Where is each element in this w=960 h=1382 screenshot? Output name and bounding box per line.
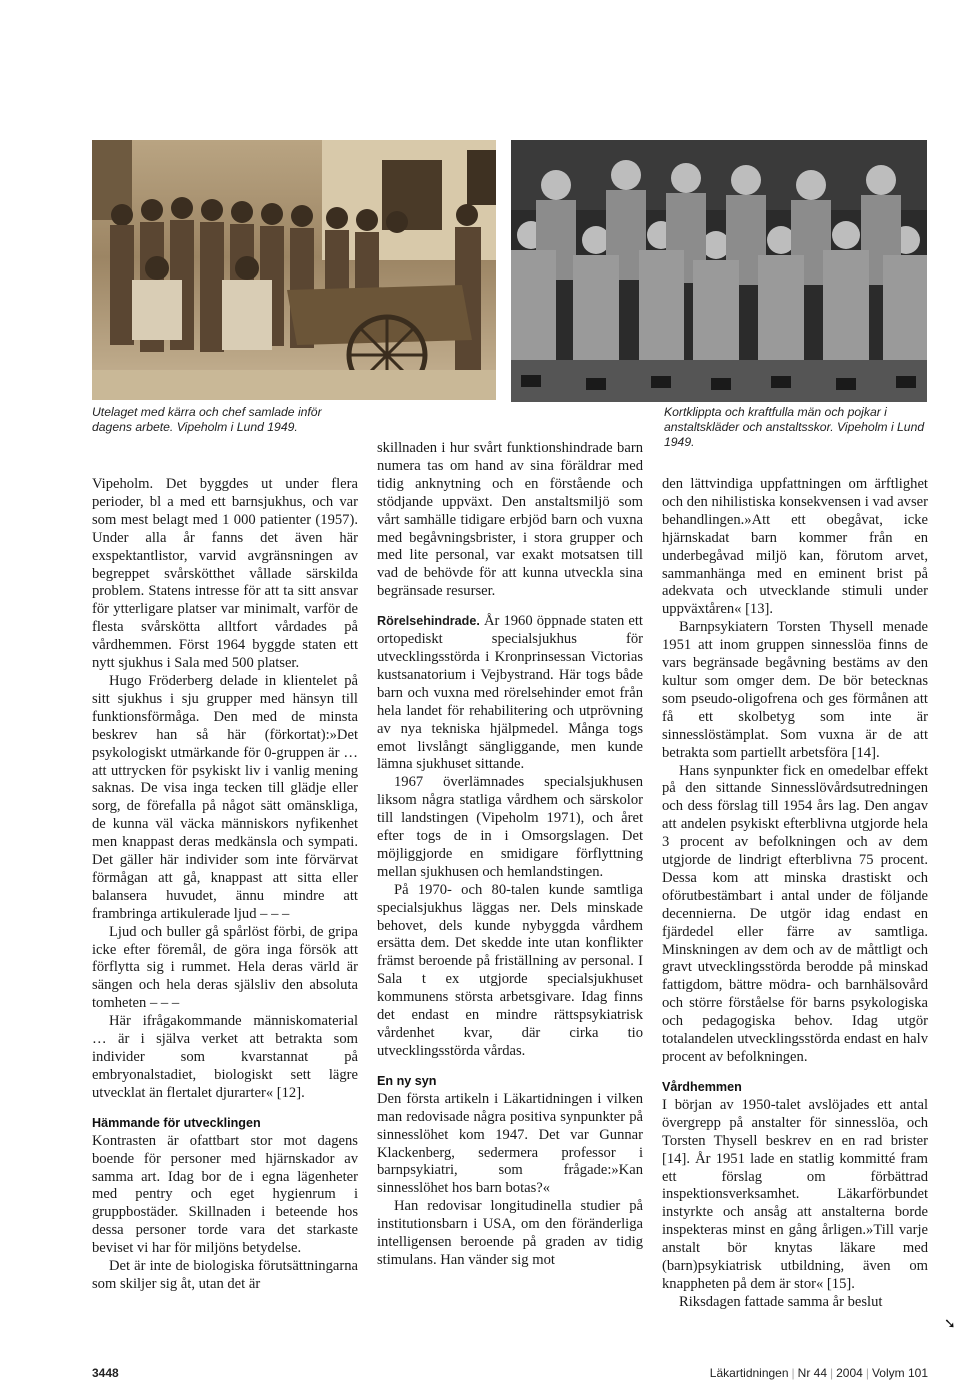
column-2 bbox=[377, 440, 643, 1270]
col2-paragraph: På 1970- och 80-talen kunde samtliga specialsjukhus läggas ner. Dels minskade behovet, dels kunde nybyggda vårdhem ersätta dem. Det skedde inte utan konflikter främst beroende på friställning av personal. I Sala t ex utgjorde specialsjukhuset kommunens största arbetsgivare. Idag finns det endast en mindre rättspsykiatrisk vårdenhet kvar, där cirka tio utvecklingsstörda vårdas. bbox=[377, 881, 643, 1059]
col3-paragraph: den lättvindiga uppfattningen om ärftlighet och den nihilistiska konsekvensen i vad avser behandlingen.»Att ett obegåvat, icke hjärnskadat barn kommer från en underbegåvad miljö kan, förutom arvet, sammanhänga med en eminent brist på adekvata och utvecklande stimuli under uppväxtåren« [13]. bbox=[662, 476, 928, 618]
col3-paragraph: I början av 1950-talet avslöjades ett antal övergrepp på anstalter för sinnesslöa, och Torsten Thysell beskrev en en rad brister [14]. År 1951 lade en statlig kommitté fram ett förslag om förbättrad inspektionsverksamhet. Läkarförbundet instyrkte och ansåg att anstalterna borde inspekteras minst en gång årligen.»Till varje anstalt bör knytas läkare med (barn)psykiatrisk utbildning, även om knappheten på dem är stor« [15]. bbox=[662, 1096, 928, 1292]
journal-issue: Nr 44 bbox=[797, 1366, 827, 1380]
photo-right-image bbox=[511, 140, 927, 402]
col2-paragraph: skillnaden i hur svårt funktionshindrade barn numera tas om hand av sina föräldrar med tidig anknytning och en förstående och stödjande uppväxt. Den anstaltsmiljö som vårt samhälle tidigare erbjöd barn och vuxna med begåvningsbrister, i stora grupper och med lite personal, var exakt motsatsen till vad de behövde för att kunna utveckla sina begränsade resurser. bbox=[377, 440, 643, 600]
photo-left-image bbox=[92, 140, 496, 400]
col3-paragraph: Hans synpunkter fick en omedelbar effekt på den sittande Sinnesslövårdsutredningen och dess förslag till 1954 års lag. Den angav att andelen psykiskt efterblivna utgjorde hela 3 procent av befolkningen och av dem utgjorde de lindrigt efterblivna 75 procent. Dessa kom att minska drastiskt och oförutbestämbart i antal under de följande decennierna. De utgör idag endast en fjärdedel eller färre av samtliga. Minskningen av dem och av de måttligt och gravt utvecklingsstörda berodde på minskad fattigdom, bättre mödra- och barnhälsovård och större förståelse för barns psykologiska och pedagogiska behov. Idag utgör totalandelen utvecklingsstörda endast en halv procent av befolkningen. bbox=[662, 762, 928, 1065]
col2-paragraph bbox=[377, 613, 643, 774]
photo-right-caption: Kortklippta och kraftfulla män och pojkar i anstaltskläder och anstaltsskor. Vipeholm i Lund 1949. bbox=[664, 405, 925, 449]
column-1 bbox=[92, 476, 358, 1294]
col2-run-in-heading: Rörelsehindrade. bbox=[377, 614, 480, 629]
footer-separator: | bbox=[791, 1366, 795, 1380]
col2-paragraph: Den första artikeln i Läkartidningen i vilken man redovisade några positiva synpunkter på sinnesslöhet kom 1947. Det var Gunnar Klackenberg, sedermera professor i barnpsykiatri, som frågade:»Kan sinnesslöhet hos barn botas?« bbox=[377, 1090, 643, 1197]
journal-name: Läkartidningen bbox=[709, 1366, 789, 1380]
col3-heading: Vårdhemmen bbox=[662, 1079, 742, 1094]
journal-year: 2004 bbox=[836, 1366, 863, 1380]
photo-left bbox=[92, 140, 496, 400]
continue-arrow-icon: ➘ bbox=[944, 1316, 956, 1332]
footer-separator: | bbox=[830, 1366, 834, 1380]
col1-paragraph: Vipeholm. Det byggdes ut under flera perioder, bl a med ett barnsjukhus, och var som mest belagt med 1 000 patienter (1957). Under alla år fanns det även här exspektantlistor, varvid avgränsningen av begreppet svårskötthet vållade särskilda problem. Statens intresse för att ta sitt ansvar för ytterligare platser var minimalt, varför de flesta svårskötta alltfort vårdades på vårdhemmen. Först 1964 byggde staten ett nytt sjukhus i Sala med 500 platser. bbox=[92, 476, 358, 672]
col1-heading: Hämmande för utvecklingen bbox=[92, 1115, 261, 1130]
col2-paragraph-text: År 1960 öppnade staten ett ortopediskt specialsjukhus för utvecklingsstörda i Kronprinsessan Victorias kustsanatorium i Vejbystrand. Här togs både barn och vuxna med rörelsehinder emot från hela landet för rehabilitering och utprövning av nya tekniska hjälpmedel. Många togs emot livslångt sängliggande, men kunde lämna sjukhuset sittande. bbox=[377, 613, 643, 773]
photo-right bbox=[511, 140, 927, 402]
col1-paragraph: Här ifrågakommande människomaterial … är i själva verket att betrakta som individer som kvarstannat på embryonalstadiet, biologiskt sett lägre utvecklat än flertalet djurarter« [12]. bbox=[92, 1013, 358, 1101]
journal-footer bbox=[710, 1366, 928, 1380]
footer-separator: | bbox=[865, 1366, 869, 1380]
page-number: 3448 bbox=[92, 1366, 119, 1380]
col2-heading: En ny syn bbox=[377, 1073, 437, 1088]
col2-paragraph: 1967 överlämnades specialsjukhusen liksom några statliga vårdhem och särskolor till landstingen (Vipeholm 1971), och året efter togs de in i Omsorgslagen. Det möjliggjorde en smidigare förflyttning mellan sjukhusen och hemlandstingen. bbox=[377, 774, 643, 880]
col1-paragraph: Ljud och buller gå spårlöst förbi, de gripa icke efter föremål, de göra inga försök att förflytta sig i rummet. Hela deras värld är sängen och hela deras själsliv den absoluta tomheten – – – bbox=[92, 923, 358, 1012]
col1-paragraph: Hugo Fröderberg delade in klientelet på sitt sjukhus i sju grupper med hänsyn till funktionsförmåga. Den med de minsta beskrev han så här (förkortat):»Det psykologiskt utmärkande för 0-gruppen är … att uttrycken för psykiskt liv i vanlig mening saknas. De visa inga tecken till glädje eller sorg, de förefalla på något sätt omänskliga, de kunna väl väcka människors nyfikenhet men knappast deras medkänsla och sympati. Det gäller här individer som inte förvärvat förmågan att gå, knappast att sitta eller balansera huvudet, ännu mindre att frambringa artikulerade ljud – – – bbox=[92, 672, 358, 922]
col3-paragraph: Barnpsykiatern Torsten Thysell menade 1951 att inom gruppen sinnesslöa finns de vars begränsade begåvning bestäms av den kultur som omger dem. De bör betecknas som pseudo-oligofrena och ges förmånen att få ett skolbetyg som inte är sinnesslöstämplat. Som vuxna är de att betrakta som partiellt arbetsföra [14]. bbox=[662, 619, 928, 761]
col2-paragraph: Han redovisar longitudinella studier på institutionsbarn i USA, om den föränderliga intelligensen beroende på graden av tidig stimulans. Han vänder sig mot bbox=[377, 1198, 643, 1268]
column-3 bbox=[662, 476, 928, 1312]
col1-paragraph: Kontrasten är ofattbart stor mot dagens boende för personer med hjärnskador av samma art. Idag bor de i egna lägenheter med pentry och eget hygienrum i gruppbostäder. Skillnaden i beteende hos dessa personer torde vara det starkaste beviset vi har för miljöns betydelse. bbox=[92, 1132, 358, 1257]
photo-left-caption: Utelaget med kärra och chef samlade inför dagens arbete. Vipeholm i Lund 1949. bbox=[92, 405, 322, 434]
col3-paragraph: Riksdagen fattade samma år beslut bbox=[679, 1293, 883, 1310]
journal-volume: Volym 101 bbox=[871, 1366, 928, 1380]
col1-paragraph: Det är inte de biologiska förutsättningarna som skiljer sig åt, utan det är bbox=[92, 1258, 358, 1292]
